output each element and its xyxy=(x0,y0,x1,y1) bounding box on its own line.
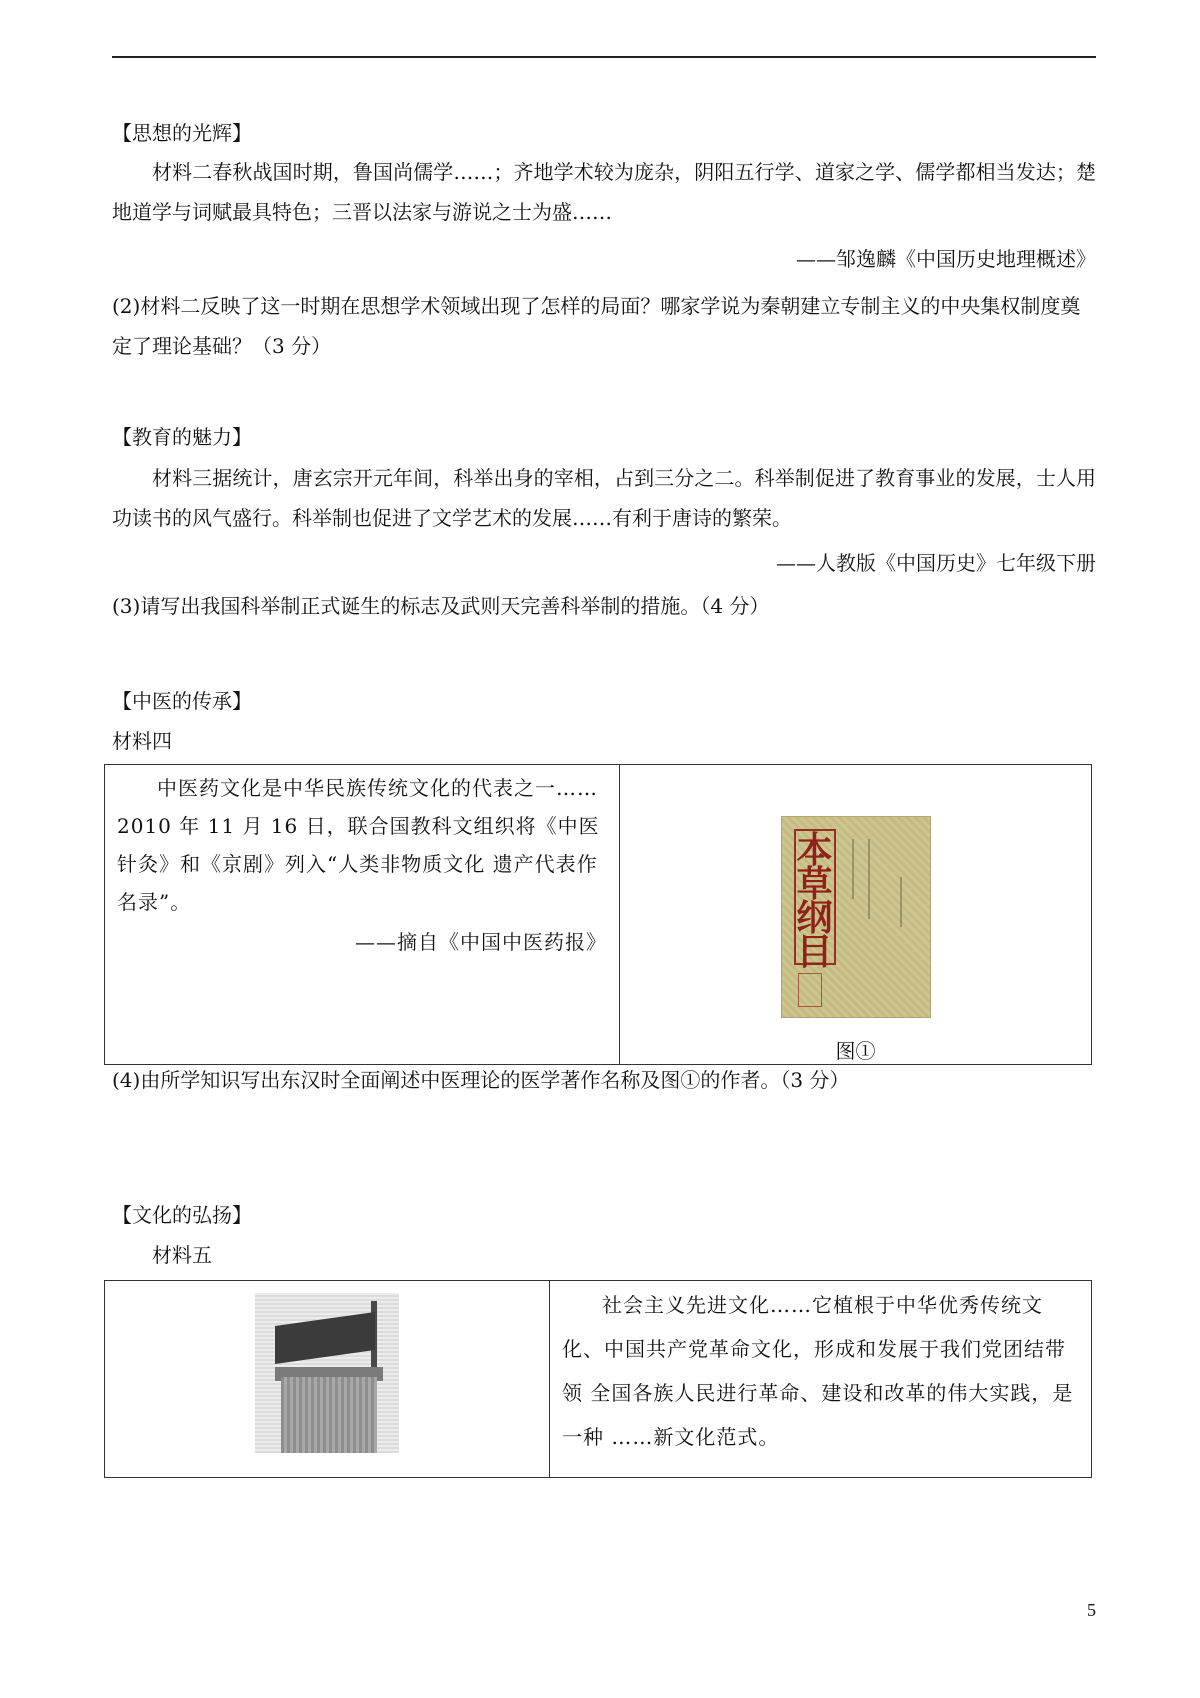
material-four-citation: ——摘自《中国中医药报》 xyxy=(355,930,607,954)
material-four-label: 材料四 xyxy=(112,729,172,753)
material-four-table xyxy=(104,764,1092,1065)
material-three-text: 材料三据统计，唐玄宗开元年间，科举出身的宰相，占到三分之二。科举制促进了教育事业的发展，士人用功读书的风气盛行。科举制也促进了文学艺术的发展……有利于唐诗的繁荣。 xyxy=(112,466,1096,530)
monument-flag-image xyxy=(255,1293,399,1453)
section-heading-thought: 【思想的光辉】 xyxy=(112,121,252,145)
book-title: 本草纲目 xyxy=(794,829,836,965)
material-five-image-cell xyxy=(105,1281,550,1478)
book-small-text-mark xyxy=(852,839,854,899)
material-five-text-cell xyxy=(550,1281,1092,1478)
seal-stamp xyxy=(798,973,822,1007)
material-four-text: 中医药文化是中华民族传统文化的代表之一……2010 年 11 月 16 日，联合国教科文组织将《中医针灸》和《京剧》列入“人类非物质文化 遗产代表作名录”。 xyxy=(117,776,600,914)
material-five-table xyxy=(104,1280,1092,1478)
question-4: (4)由所学知识写出东汉时全面阐述中医理论的医学著作名称及图①的作者。（3 分） xyxy=(112,1068,850,1092)
question-2: (2)材料二反映了这一时期在思想学术领域出现了怎样的局面？哪家学说为秦朝建立专制主义的中央集权制度奠定了理论基础？（3 分） xyxy=(112,294,1081,358)
material-two-citation: ——邹逸麟《中国历史地理概述》 xyxy=(796,247,1096,271)
figure-caption: 图① xyxy=(835,1039,876,1063)
material-five-text: 社会主义先进文化……它植根于中华优秀传统文化、中国共产党革命文化，形成和发展于我们党团结带领 全国各族人民进行革命、建设和改革的伟大实践，是一种 ……新文化范式。 xyxy=(562,1293,1074,1449)
monument-base xyxy=(281,1377,377,1453)
question-3: (3)请写出我国科举制正式诞生的标志及武则天完善科举制的措施。（4 分） xyxy=(112,594,770,618)
material-two-text: 材料二春秋战国时期，鲁国尚儒学……；齐地学术较为庞杂，阴阳五行学、道家之学、儒学都相当发达；楚地道学与词赋最具特色；三晋以法家与游说之士为盛…… xyxy=(112,160,1096,224)
material-four-text-cell xyxy=(105,765,620,1065)
page-number: 5 xyxy=(1087,1600,1096,1620)
header-rule xyxy=(112,56,1096,58)
section-heading-medicine: 【中医的传承】 xyxy=(112,689,252,713)
material-four-image-cell xyxy=(620,765,1092,1065)
flag-sculpture xyxy=(275,1312,375,1364)
section-heading-culture: 【文化的弘扬】 xyxy=(112,1203,252,1227)
book-small-text-mark xyxy=(868,839,870,919)
book-small-text-mark xyxy=(900,877,902,927)
material-five-label: 材料五 xyxy=(152,1243,212,1267)
bencao-gangmu-book-cover-image xyxy=(782,817,930,1017)
material-three-citation: ——人教版《中国历史》七年级下册 xyxy=(776,551,1096,575)
section-heading-education: 【教育的魅力】 xyxy=(112,425,252,449)
